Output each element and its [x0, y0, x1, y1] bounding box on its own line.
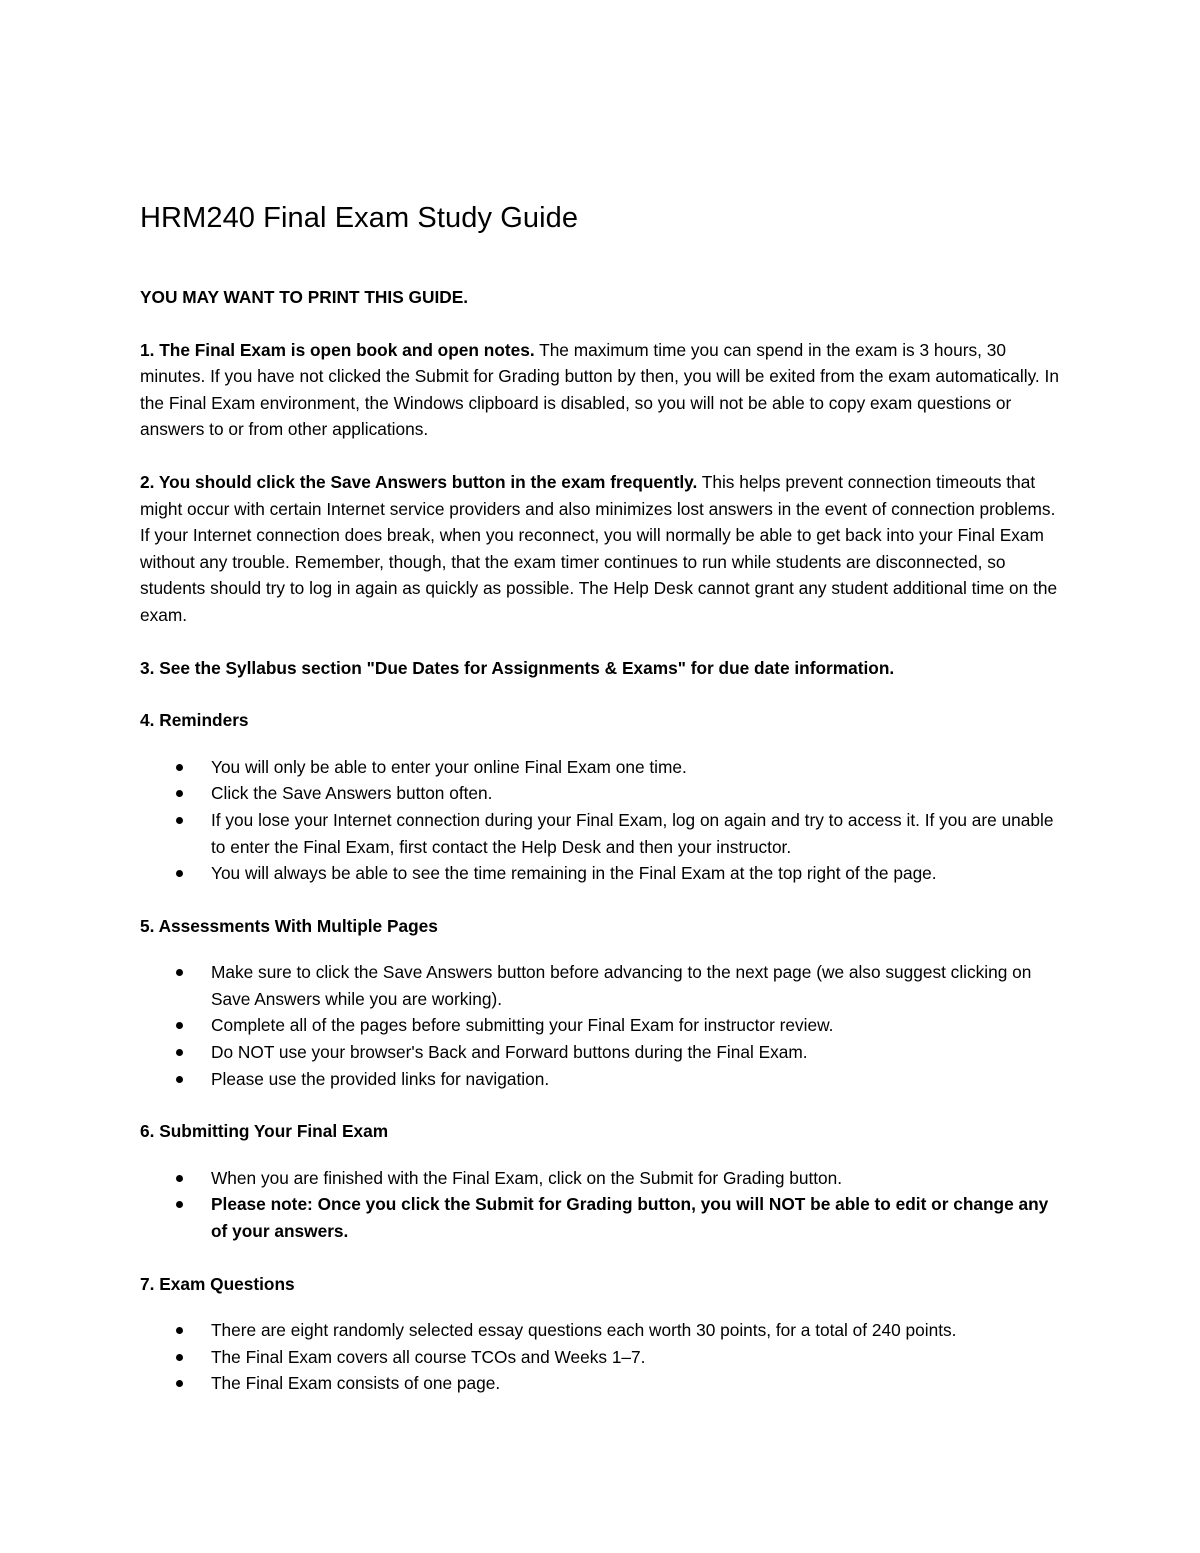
bullet-icon — [176, 969, 183, 976]
bullet-icon — [176, 790, 183, 797]
multiple-pages-list — [140, 959, 1060, 1092]
list-item — [140, 1344, 1060, 1371]
list-item-text: You will only be able to enter your online Final Exam one time. — [211, 756, 687, 777]
list-item-text: The Final Exam consists of one page. — [211, 1373, 501, 1394]
submitting-list — [140, 1165, 1060, 1245]
section-2-text: This helps prevent connection timeouts that might occur with certain Internet service providers and also minimizes lost answers in the event of connection problems. If your Internet connection does break, when you reconnect, you will normally be able to get back into your Final Exam without any trouble. Remember, though, that the exam timer continues to run while students are disconnected, so students should try to log in again as quickly as possible. The Help Desk cannot grant any student additional time on the exam. — [140, 471, 1058, 625]
page-title: HRM240 Final Exam Study Guide — [140, 202, 579, 234]
list-item — [140, 1066, 1060, 1093]
list-item-text: When you are finished with the Final Exam, click on the Submit for Grading button. — [211, 1167, 843, 1188]
section-1-paragraph — [140, 337, 1060, 443]
list-item — [140, 860, 1060, 887]
bullet-icon — [176, 764, 183, 771]
section-3-paragraph: 3. See the Syllabus section "Due Dates for Assignments & Exams" for due date information. — [140, 657, 895, 678]
list-item — [140, 1039, 1060, 1066]
list-item — [140, 807, 1060, 860]
reminders-list — [140, 754, 1060, 887]
section-4-heading: 4. Reminders — [140, 710, 249, 731]
print-note: YOU MAY WANT TO PRINT THIS GUIDE. — [140, 287, 469, 307]
section-5-heading: 5. Assessments With Multiple Pages — [140, 915, 438, 936]
bullet-icon — [176, 1201, 183, 1208]
bullet-icon — [176, 870, 183, 877]
list-item — [140, 1191, 1060, 1244]
list-item-text: Do NOT use your browser's Back and Forward buttons during the Final Exam. — [211, 1042, 808, 1063]
list-item-text: Please use the provided links for navigation. — [211, 1068, 550, 1089]
bullet-icon — [176, 1049, 183, 1056]
list-item — [140, 1370, 1060, 1397]
list-item-text: If you lose your Internet connection during your Final Exam, log on again and try to access it. If you are unable to enter the Final Exam, first contact the Help Desk and then your instructor. — [211, 809, 1054, 857]
bullet-icon — [176, 1022, 183, 1029]
list-item-text: You will always be able to see the time remaining in the Final Exam at the top right of the page. — [211, 863, 937, 884]
list-item-text: Please note: Once you click the Submit for Grading button, you will NOT be able to edit or change any of your answers. — [211, 1194, 1049, 1242]
bullet-icon — [176, 817, 183, 824]
list-item-text: The Final Exam covers all course TCOs and Weeks 1–7. — [211, 1346, 646, 1367]
document-page — [140, 198, 1060, 1423]
list-item-text: Click the Save Answers button often. — [211, 783, 493, 804]
bullet-icon — [176, 1380, 183, 1387]
section-2-lead: 2. You should click the Save Answers button in the exam frequently. — [140, 471, 698, 492]
section-7-heading: 7. Exam Questions — [140, 1273, 295, 1294]
list-item-text: Complete all of the pages before submitting your Final Exam for instructor review. — [211, 1015, 834, 1036]
bullet-icon — [176, 1076, 183, 1083]
list-item — [140, 1317, 1060, 1344]
list-item-text: There are eight randomly selected essay questions each worth 30 points, for a total of 240 points. — [211, 1320, 957, 1341]
list-item — [140, 1012, 1060, 1039]
list-item — [140, 959, 1060, 1012]
bullet-icon — [176, 1327, 183, 1334]
section-2-paragraph — [140, 469, 1060, 629]
section-1-text: The maximum time you can spend in the exam is 3 hours, 30 minutes. If you have not clicked the Submit for Grading button by then, you will be exited from the exam automatically. In the Final Exam environment, the Windows clipboard is disabled, so you will not be able to copy exam questions or answers to or from other applications. — [140, 339, 1059, 440]
exam-questions-list — [140, 1317, 1060, 1397]
list-item — [140, 780, 1060, 807]
list-item-text: Make sure to click the Save Answers button before advancing to the next page (we also suggest clicking on Save Answers while you are working). — [211, 962, 1032, 1009]
list-item — [140, 754, 1060, 781]
bullet-icon — [176, 1175, 183, 1182]
bullet-icon — [176, 1354, 183, 1361]
list-item — [140, 1165, 1060, 1192]
section-6-heading: 6. Submitting Your Final Exam — [140, 1121, 389, 1142]
section-1-lead: 1. The Final Exam is open book and open notes. — [140, 339, 535, 360]
